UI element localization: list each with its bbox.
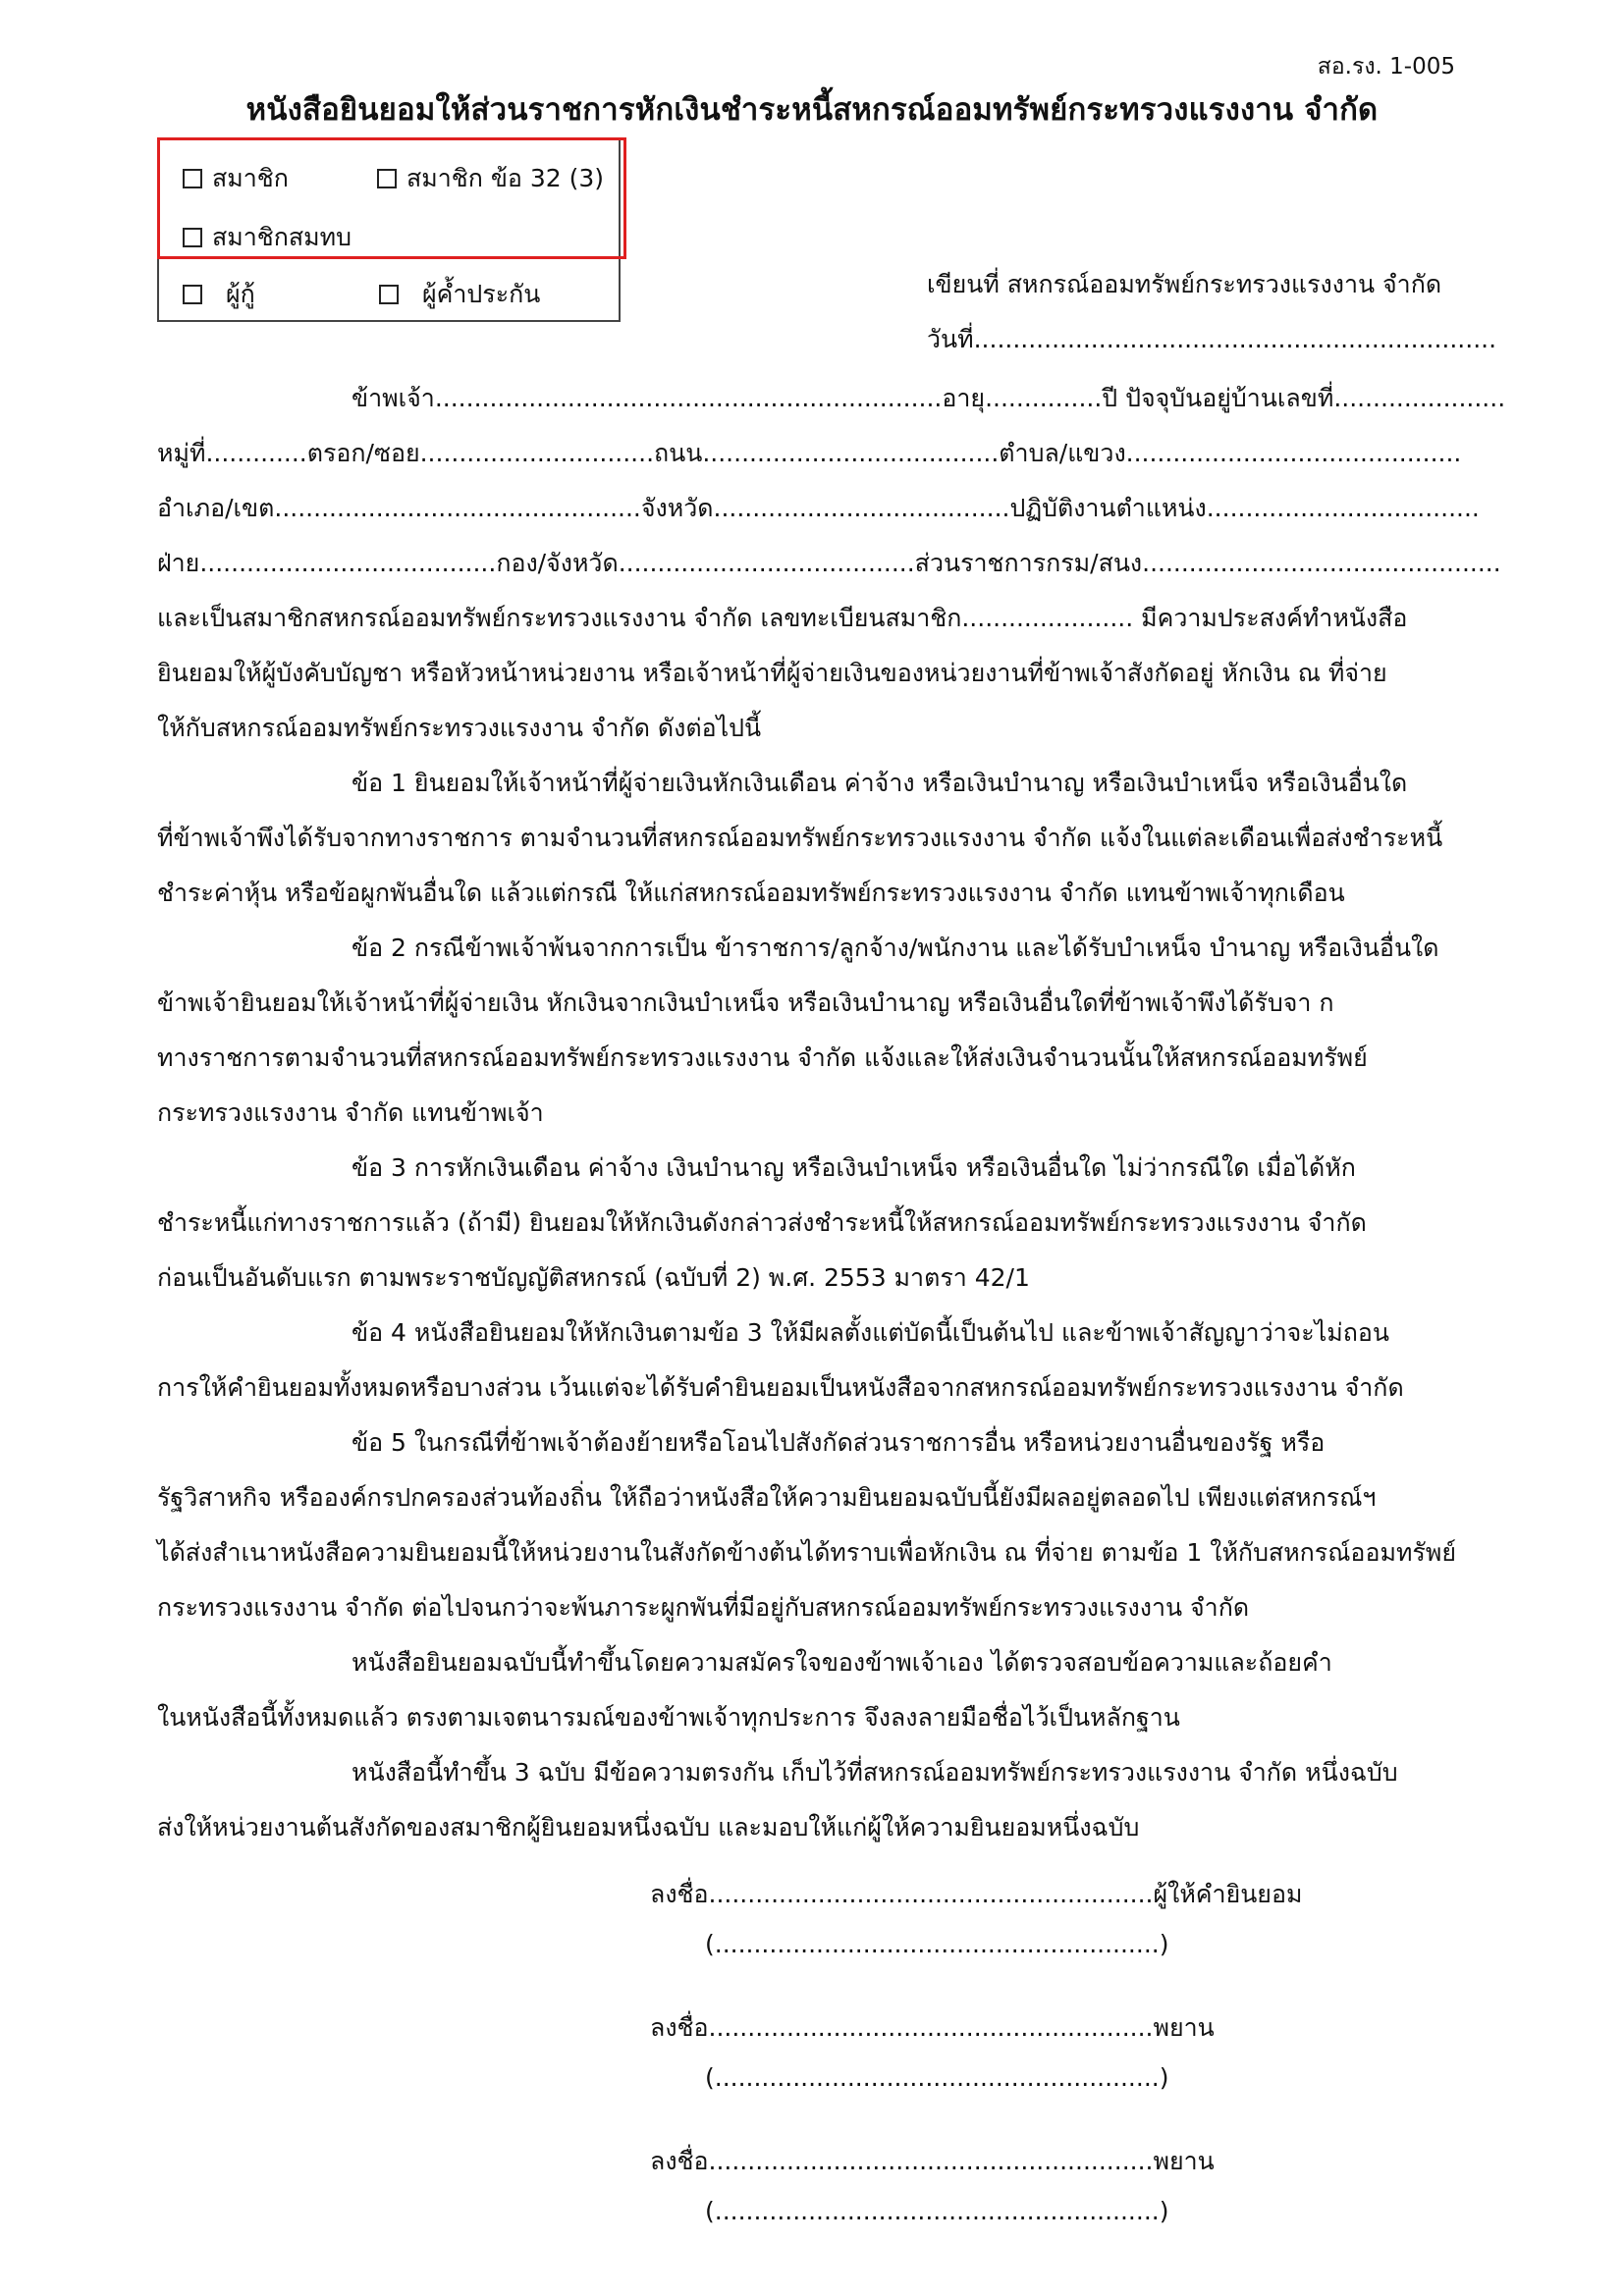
checkbox-label: สมาชิกสมทบ xyxy=(212,223,352,251)
checkbox-member-32[interactable] xyxy=(377,159,604,198)
signature-witness-2[interactable]: ลงชื่อ.........................................................พยาน xyxy=(650,2147,1215,2175)
checkbox-guarantor[interactable] xyxy=(379,275,540,314)
clause-2-text: กระทรวงแรงงาน จำกัด แทนข้าพเจ้า xyxy=(157,1098,544,1127)
clause-2-text: ข้าพเจ้ายินยอมให้เจ้าหน้าที่ผู้จ่ายเงิน หักเงินจากเงินบำเหน็จ หรือเงินบำนาญ หรือเงินอื่นใดที่ข้าพเจ้าพึงได้รับจา ก xyxy=(157,988,1334,1017)
checkbox-icon[interactable] xyxy=(377,169,397,188)
field-line-member-id[interactable]: และเป็นสมาชิกสหกรณ์ออมทรัพย์กระทรวงแรงงาน จำกัด เลขทะเบียนสมาชิก...................... มีความประสงค์ทำหนังสือ xyxy=(157,604,1408,632)
signature-consenter-name[interactable]: (.........................................................) xyxy=(705,1930,1169,1958)
signature-witness-2-name[interactable]: (.........................................................) xyxy=(705,2197,1169,2225)
clause-4: ข้อ 4 หนังสือยินยอมให้หักเงินตามข้อ 3 ให้มีผลตั้งแต่บัดนี้เป็นต้นไป และข้าพเจ้าสัญญาว่าจะไม่ถอน xyxy=(352,1318,1390,1347)
statement-copies: หนังสือนี้ทำขึ้น 3 ฉบับ มีข้อความตรงกัน เก็บไว้ที่สหกรณ์ออมทรัพย์กระทรวงแรงงาน จำกัด หนึ่งฉบับ xyxy=(352,1758,1398,1787)
clause-3-text: ก่อนเป็นอันดับแรก ตามพระราชบัญญัติสหกรณ์ (ฉบับที่ 2) พ.ศ. 2553 มาตรา 42/1 xyxy=(157,1263,1030,1292)
date-field[interactable]: วันที่................................................................... xyxy=(927,325,1497,353)
statement-voluntary: หนังสือยินยอมฉบับนี้ทำขึ้นโดยความสมัครใจของข้าพเจ้าเอง ได้ตรวจสอบข้อความและถ้อยคำ xyxy=(352,1648,1332,1677)
document-code: สอ.รง. 1-005 xyxy=(1317,54,1455,80)
field-line-department[interactable]: ฝ่าย......................................กอง/จังหวัด......................................ส่วนราชการกรม/สนง.............................................. xyxy=(157,549,1501,577)
clause-5-text: รัฐวิสาหกิจ หรือองค์กรปกครองส่วนท้องถิ่น ให้ถือว่าหนังสือให้ความยินยอมฉบับนี้ยังมีผลอยู่ตลอดไป เพียงแต่สหกรณ์ฯ xyxy=(157,1483,1377,1512)
checkbox-label: ผู้กู้ xyxy=(226,280,255,308)
clause-3: ข้อ 3 การหักเงินเดือน ค่าจ้าง เงินบำนาญ หรือเงินบำเหน็จ หรือเงินอื่นใด ไม่ว่ากรณีใด เมื่อได้หัก xyxy=(352,1153,1356,1182)
clause-5: ข้อ 5 ในกรณีที่ข้าพเจ้าต้องย้ายหรือโอนไปสังกัดส่วนราชการอื่น หรือหน่วยงานอื่นของรัฐ หรือ xyxy=(352,1428,1326,1457)
field-line-address[interactable]: หมู่ที่.............ตรอก/ซอย..............................ถนน......................................ตำบล/แขวง........................................... xyxy=(157,439,1462,467)
checkbox-associate[interactable] xyxy=(183,218,352,257)
clause-2-text: ทางราชการตามจำนวนที่สหกรณ์ออมทรัพย์กระทรวงแรงงาน จำกัด แจ้งและให้ส่งเงินจำนวนนั้นให้สหกรณ์ออมทรัพย์ xyxy=(157,1043,1368,1072)
clause-1-text: ที่ข้าพเจ้าพึงได้รับจากทางราชการ ตามจำนวนที่สหกรณ์ออมทรัพย์กระทรวงแรงงาน จำกัด แจ้งในแต่ละเดือนเพื่อส่งชำระหนี้ xyxy=(157,824,1443,852)
checkbox-icon[interactable] xyxy=(183,169,202,188)
clause-1: ข้อ 1 ยินยอมให้เจ้าหน้าที่ผู้จ่ายเงินหักเงินเดือน ค่าจ้าง หรือเงินบำนาญ หรือเงินบำเหน็จ หรือเงินอื่นใด xyxy=(352,769,1408,797)
body-text-line: ให้กับสหกรณ์ออมทรัพย์กระทรวงแรงงาน จำกัด ดังต่อไปนี้ xyxy=(157,714,762,742)
checkbox-icon[interactable] xyxy=(183,285,202,304)
body-text-line: ยินยอมให้ผู้บังคับบัญชา หรือหัวหน้าหน่วยงาน หรือเจ้าหน้าที่ผู้จ่ายเงินของหน่วยงานที่ข้าพเจ้าสังกัดอยู่ หักเงิน ณ ที่จ่าย xyxy=(157,659,1387,687)
clause-3-text: ชำระหนี้แก่ทางราชการแล้ว (ถ้ามี) ยินยอมให้หักเงินดังกล่าวส่งชำระหนี้ให้สหกรณ์ออมทรัพย์กระทรวงแรงงาน จำกัด xyxy=(157,1208,1367,1237)
clause-1-text: ชำระค่าหุ้น หรือข้อผูกพันอื่นใด แล้วแต่กรณี ให้แก่สหกรณ์ออมทรัพย์กระทรวงแรงงาน จำกัด แทนข้าพเจ้าทุกเดือน xyxy=(157,879,1345,907)
signature-witness-1-name[interactable]: (.........................................................) xyxy=(705,2063,1169,2092)
clause-5-text: กระทรวงแรงงาน จำกัด ต่อไปจนกว่าจะพ้นภาระผูกพันที่มีอยู่กับสหกรณ์ออมทรัพย์กระทรวงแรงงาน จำกัด xyxy=(157,1593,1250,1622)
checkbox-label: สมาชิก ข้อ 32 (3) xyxy=(406,164,605,192)
checkbox-borrower[interactable] xyxy=(183,275,255,314)
written-at: เขียนที่ สหกรณ์ออมทรัพย์กระทรวงแรงงาน จำกัด xyxy=(927,270,1442,298)
checkbox-icon[interactable] xyxy=(379,285,399,304)
field-line-district[interactable]: อำเภอ/เขต...............................................จังหวัด......................................ปฏิบัติงานตำแหน่ง................................... xyxy=(157,494,1480,522)
signature-witness-1[interactable]: ลงชื่อ.........................................................พยาน xyxy=(650,2013,1215,2042)
checkbox-label: ผู้ค้ำประกัน xyxy=(422,280,541,308)
signature-consenter[interactable]: ลงชื่อ.........................................................ผู้ให้คำยินยอม xyxy=(650,1880,1303,1908)
checkbox-icon[interactable] xyxy=(183,228,202,247)
clause-5-text: ได้ส่งสำเนาหนังสือความยินยอมนี้ให้หน่วยงานในสังกัดข้างต้นได้ทราบเพื่อหักเงิน ณ ที่จ่าย ตามข้อ 1 ให้กับสหกรณ์ออมทรัพย์ xyxy=(157,1538,1456,1567)
checkbox-label: สมาชิก xyxy=(212,164,289,192)
clause-2: ข้อ 2 กรณีข้าพเจ้าพ้นจากการเป็น ข้าราชการ/ลูกจ้าง/พนักงาน และได้รับบำเหน็จ บำนาญ หรือเงินอื่นใด xyxy=(352,934,1439,962)
page-title: หนังสือยินยอมให้ส่วนราชการหักเงินชำระหนี้สหกรณ์ออมทรัพย์กระทรวงแรงงาน จำกัด xyxy=(245,92,1379,128)
statement-copies-text: ส่งให้หน่วยงานต้นสังกัดของสมาชิกผู้ยินยอมหนึ่งฉบับ และมอบให้แก่ผู้ให้ความยินยอมหนึ่งฉบับ xyxy=(157,1813,1140,1842)
checkbox-member[interactable] xyxy=(183,159,289,198)
statement-voluntary-text: ในหนังสือนี้ทั้งหมดแล้ว ตรงตามเจตนารมณ์ของข้าพเจ้าทุกประการ จึงลงลายมือชื่อไว้เป็นหลักฐาน xyxy=(157,1703,1180,1732)
clause-4-text: การให้คำยินยอมทั้งหมดหรือบางส่วน เว้นแต่จะได้รับคำยินยอมเป็นหนังสือจากสหกรณ์ออมทรัพย์กระทรวงแรงงาน จำกัด xyxy=(157,1373,1404,1402)
field-line-name[interactable]: ข้าพเจ้า.................................................................อายุ...............ปี ปัจจุบันอยู่บ้านเลขที่...................... xyxy=(352,384,1506,412)
